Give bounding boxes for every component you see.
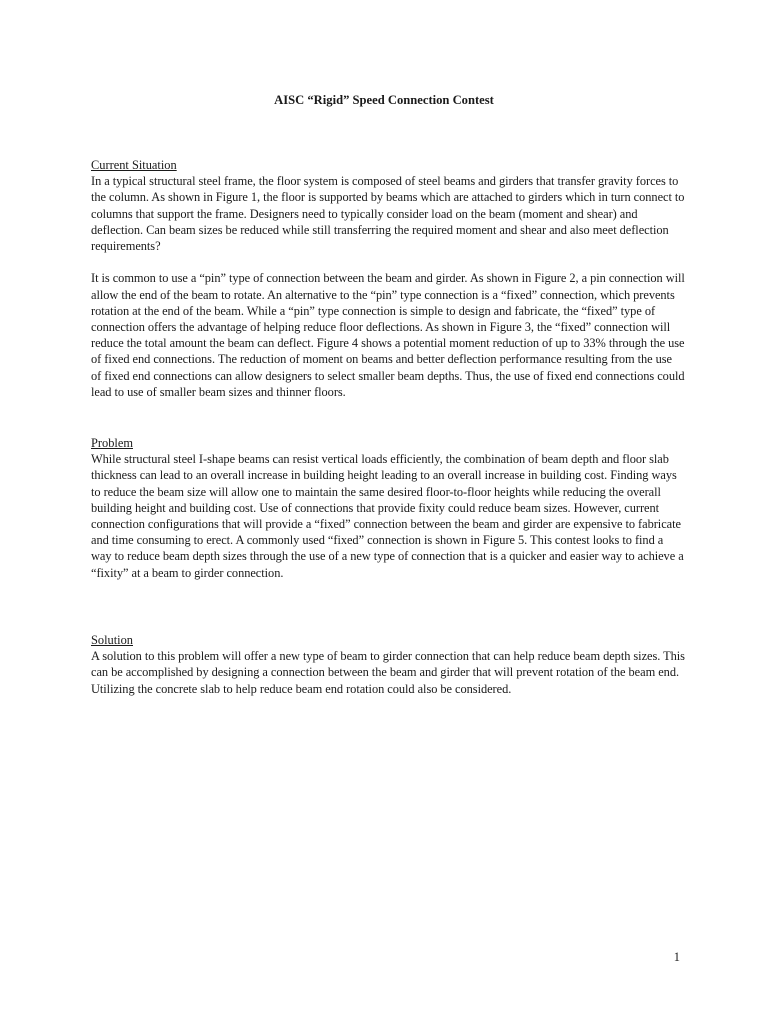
document-title: AISC “Rigid” Speed Connection Contest xyxy=(274,93,494,107)
section-current-situation xyxy=(91,157,685,400)
paragraph: It is common to use a “pin” type of connection between the beam and girder. As shown in Figure 2, a pin connection will allow the end of the beam to rotate. An alternative to the “pin” type connection is a “fixed” connection, which prevents rotation at the end of the beam. While a “pin” type connection is simple to design and fabricate, the “fixed” type of connection offers the advantage of helping reduce floor deflections. As shown in Figure 3, the “fixed” connection will reduce the total amount the beam can deflect. Figure 4 shows a potential moment reduction of up to 33% through the use of fixed end connections. The reduction of moment on beams and better deflection performance resulting from the use of fixed end connections can allow designers to select smaller beam depths. Thus, the use of fixed end connections could lead to use of smaller beam sizes and thinner floors. xyxy=(91,271,685,399)
paragraph: A solution to this problem will offer a new type of beam to girder connection that can help reduce beam depth sizes. This can be accomplished by designing a connection between the beam and girder that will prevent rotation of the beam end. Utilizing the concrete slab to help reduce beam end rotation could also be considered. xyxy=(91,649,685,696)
section-heading-solution: Solution xyxy=(91,633,133,647)
section-heading-problem: Problem xyxy=(91,436,133,450)
section-solution xyxy=(91,632,685,697)
paragraph: While structural steel I-shape beams can resist vertical loads efficiently, the combination of beam depth and floor slab thickness can lead to an overall increase in building height leading to an overall increase in building cost. Finding ways to reduce the beam size will allow one to maintain the same desired floor-to-floor heights while reducing the overall building height and building cost. Use of connections that provide fixity could reduce beam sizes. However, current connection configurations that will provide a “fixed” connection between the beam and girder are expensive to fabricate and time consuming to erect. A commonly used “fixed” connection is shown in Figure 5. This contest looks to find a way to reduce beam depth sizes through the use of a new type of connection that is a quicker and easier way to achieve a “fixity” at a beam to girder connection. xyxy=(91,452,684,580)
section-problem xyxy=(91,435,685,581)
paragraph: In a typical structural steel frame, the floor system is composed of steel beams and girders that transfer gravity forces to the column. As shown in Figure 1, the floor is supported by beams which are attached to girders which in turn connect to columns that support the frame. Designers need to typically consider load on the beam (moment and shear) and deflection. Can beam sizes be reduced while still transferring the required moment and shear and also meet deflection requirements? xyxy=(91,174,685,254)
section-heading-current-situation: Current Situation xyxy=(91,158,177,172)
page-number: 1 xyxy=(673,950,680,964)
